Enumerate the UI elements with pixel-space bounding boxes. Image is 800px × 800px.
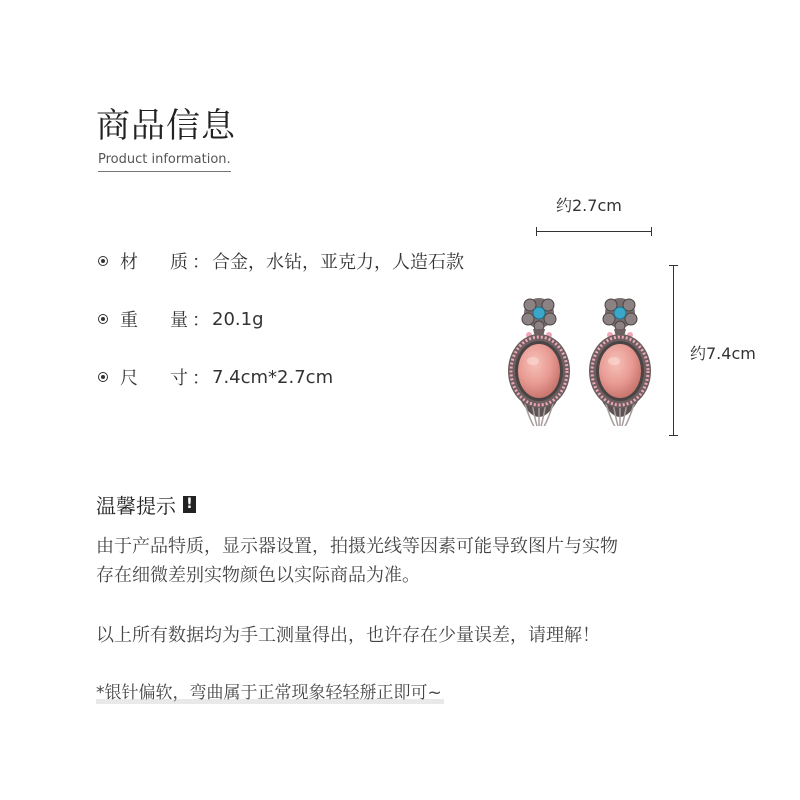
tips-paragraph-1 bbox=[96, 532, 618, 590]
spec-value: 20.1g bbox=[212, 308, 264, 330]
tips-heading bbox=[96, 490, 196, 519]
spec-colon: ： bbox=[192, 252, 210, 273]
page-subtitle: Product information. bbox=[98, 152, 231, 172]
width-dimension-line bbox=[536, 231, 652, 232]
spec-weight bbox=[98, 306, 264, 332]
spec-colon: ： bbox=[192, 368, 210, 389]
tips-paragraph-1-line-1: 由于产品特质，显示器设置，拍摄光线等因素可能导致图片与实物 bbox=[96, 536, 618, 557]
spec-label-b: 量 bbox=[170, 310, 188, 331]
height-dimension-label: 约7.4cm bbox=[690, 344, 756, 363]
bullet-icon bbox=[98, 314, 108, 324]
page-title: 商品信息 bbox=[96, 106, 236, 146]
earrings-product-image bbox=[502, 276, 662, 426]
tips-title: 温馨提示 bbox=[96, 494, 176, 518]
spec-size bbox=[98, 364, 333, 390]
height-dimension-line bbox=[673, 265, 674, 436]
spec-label-a: 材 bbox=[120, 252, 138, 273]
exclamation-icon: ! bbox=[183, 496, 196, 513]
spec-colon: ： bbox=[192, 310, 210, 331]
spec-value: 7.4cm*2.7cm bbox=[212, 366, 334, 388]
spec-label-b: 质 bbox=[170, 252, 188, 273]
bullet-icon bbox=[98, 372, 108, 382]
tips-paragraph-1-line-2: 存在细微差别实物颜色以实际商品为准。 bbox=[96, 565, 420, 586]
spec-material bbox=[98, 248, 464, 274]
spec-label-a: 尺 bbox=[120, 368, 138, 389]
tips-paragraph-2: 以上所有数据均为手工测量得出，也许存在少量误差，请理解！ bbox=[96, 625, 600, 646]
spec-label-b: 寸 bbox=[170, 368, 188, 389]
spec-value: 合金，水钻，亚克力，人造石款 bbox=[212, 252, 464, 273]
width-dimension-label: 约2.7cm bbox=[556, 196, 622, 215]
spec-label-a: 重 bbox=[120, 310, 138, 331]
tips-note: *银针偏软，弯曲属于正常现象轻轻掰正即可~ bbox=[96, 683, 442, 703]
bullet-icon bbox=[98, 256, 108, 266]
